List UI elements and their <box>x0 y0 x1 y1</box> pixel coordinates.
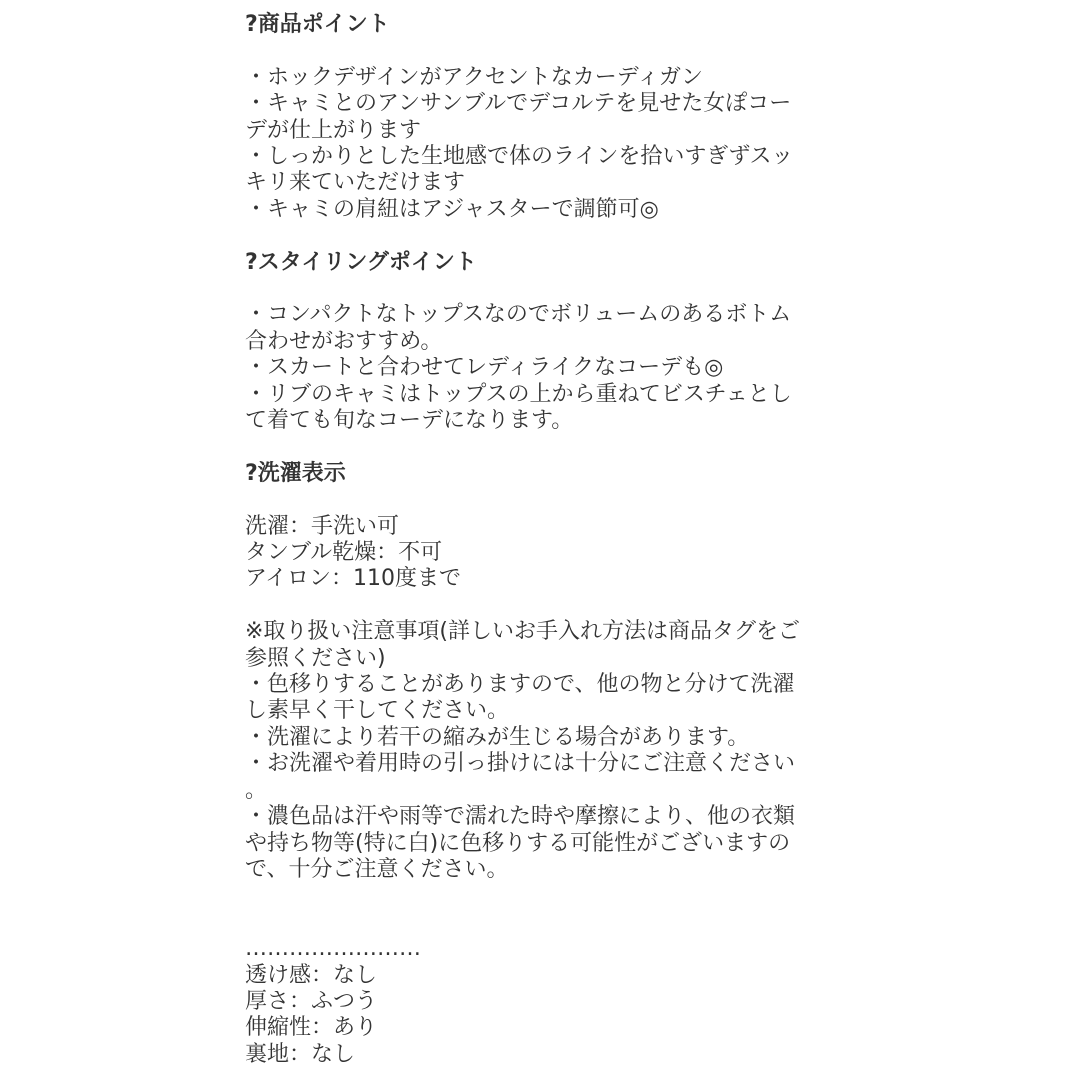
product-points-section <box>245 12 835 223</box>
spacer <box>245 593 835 619</box>
spacer <box>245 883 835 936</box>
product-point-line: ・しっかりとした生地感で体のラインを拾いすぎずスッ <box>245 144 794 170</box>
fabric-specs-section <box>245 963 835 1069</box>
care-label-heading: ?洗濯表示 <box>245 460 346 486</box>
styling-point-line: て着ても旬なコーデになります。 <box>245 408 574 434</box>
caution-line: し素早く干してください。 <box>245 698 510 724</box>
fabric-spec-line: 裏地：なし <box>245 1041 356 1067</box>
caution-line: 参照ください) <box>245 645 386 671</box>
fabric-spec-line: 透け感：なし <box>245 962 378 988</box>
styling-point-line: ・コンパクトなトップスなのでボリュームのあるボトム <box>245 302 792 328</box>
styling-points-heading: ?スタイリングポイント <box>245 249 477 275</box>
product-point-line: デが仕上がります <box>245 117 422 143</box>
care-label-line: タンブル乾燥：不可 <box>245 540 443 566</box>
spacer <box>245 276 835 302</box>
caution-line: ・濃色品は汗や雨等で濡れた時や摩擦により、他の衣類 <box>245 804 796 830</box>
spacer <box>245 38 835 64</box>
care-label-line: アイロン：110度まで <box>245 566 462 592</box>
spacer <box>245 434 835 460</box>
caution-line: 。 <box>245 777 268 803</box>
caution-line: ・洗濯により若干の縮みが生じる場合があります。 <box>245 724 750 750</box>
styling-point-line: ・リブのキャミはトップスの上から重ねてビスチェとし <box>245 381 792 407</box>
product-description <box>245 12 835 1068</box>
product-point-line: ・キャミとのアンサンブルでデコルテを見せた女ぽコー <box>245 91 792 117</box>
separator: …………………… <box>245 936 421 962</box>
styling-point-line: ・スカートと合わせてレディライクなコーデも◎ <box>245 355 724 381</box>
fabric-spec-line: 厚さ：ふつう <box>245 988 378 1014</box>
caution-line: で、十分ご注意ください。 <box>245 856 509 882</box>
spacer <box>245 223 835 249</box>
product-points-heading: ?商品ポイント <box>245 12 390 37</box>
fabric-spec-line: 伸縮性：あり <box>245 1015 378 1041</box>
styling-point-line: 合わせがおすすめ。 <box>245 328 443 354</box>
product-point-line: キリ来ていただけます <box>245 170 466 196</box>
caution-line: ・色移りすることがありますので、他の物と分けて洗濯 <box>245 672 795 698</box>
styling-points-section <box>245 250 835 435</box>
product-point-line: ・キャミの肩紐はアジャスターで調節可◎ <box>245 196 659 222</box>
care-label-section <box>245 461 835 593</box>
caution-line: ※取り扱い注意事項(詳しいお手入れ方法は商品タグをご <box>245 619 801 645</box>
caution-line: や持ち物等(特に白)に色移りする可能性がございますの <box>245 830 791 856</box>
cautions-section <box>245 619 835 883</box>
caution-line: ・お洗濯や着用時の引っ掛けには十分にご注意ください <box>245 751 796 777</box>
spacer <box>245 487 835 513</box>
care-label-line: 洗濯：手洗い可 <box>245 513 400 539</box>
product-point-line: ・ホックデザインがアクセントなカーディガン <box>245 64 704 90</box>
